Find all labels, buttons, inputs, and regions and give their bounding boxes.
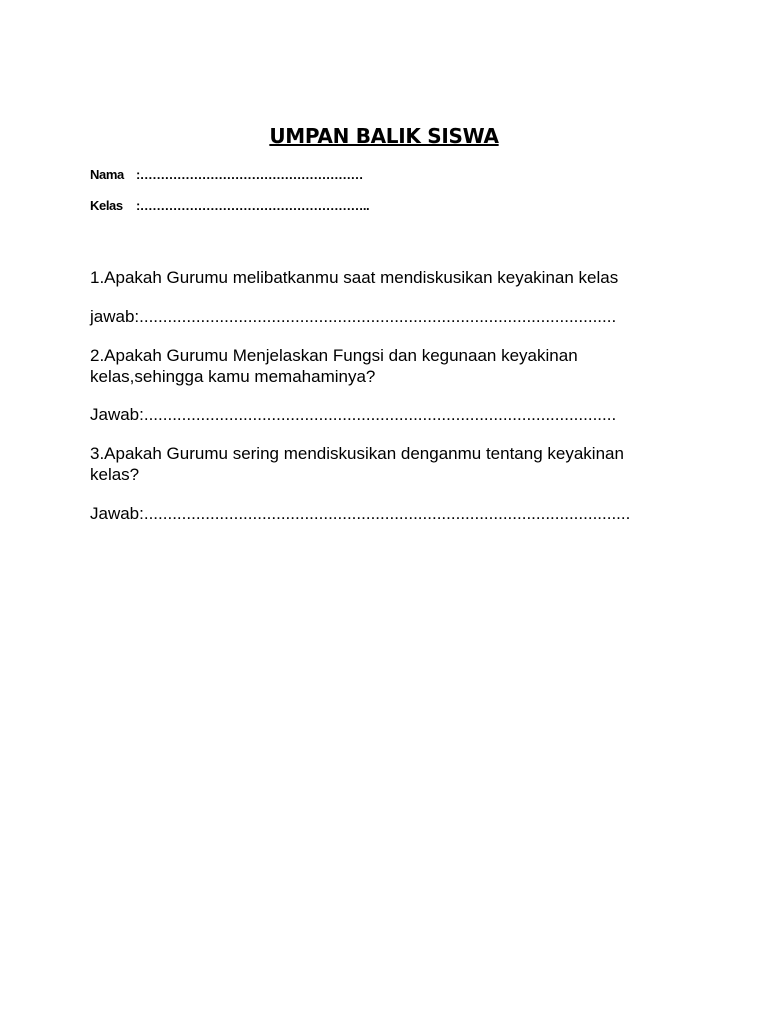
- question-2: 2.Apakah Gurumu Menjelaskan Fungsi dan kegunaan keyakinan kelas,sehingga kamu memahaminya?: [90, 346, 578, 386]
- nama-label: Nama: [90, 167, 124, 182]
- kelas-blank: :………………………………………………..: [136, 198, 369, 213]
- question-1: 1.Apakah Gurumu melibatkanmu saat mendiskusikan keyakinan kelas: [90, 268, 619, 287]
- nama-field: [90, 167, 363, 182]
- kelas-field: [90, 198, 369, 213]
- document-title: UMPAN BALIK SISWA: [269, 124, 499, 148]
- answer-line-1: jawab:.....................................................................................................: [90, 307, 617, 326]
- nama-blank: :………………………………………………: [136, 167, 363, 182]
- answer-line-3: Jawab:.......................................................................................................: [90, 504, 631, 523]
- question-3: 3.Apakah Gurumu sering mendiskusikan denganmu tentang keyakinan kelas?: [90, 444, 624, 484]
- kelas-label: Kelas: [90, 198, 123, 213]
- answer-line-2: Jawab:....................................................................................................: [90, 405, 617, 424]
